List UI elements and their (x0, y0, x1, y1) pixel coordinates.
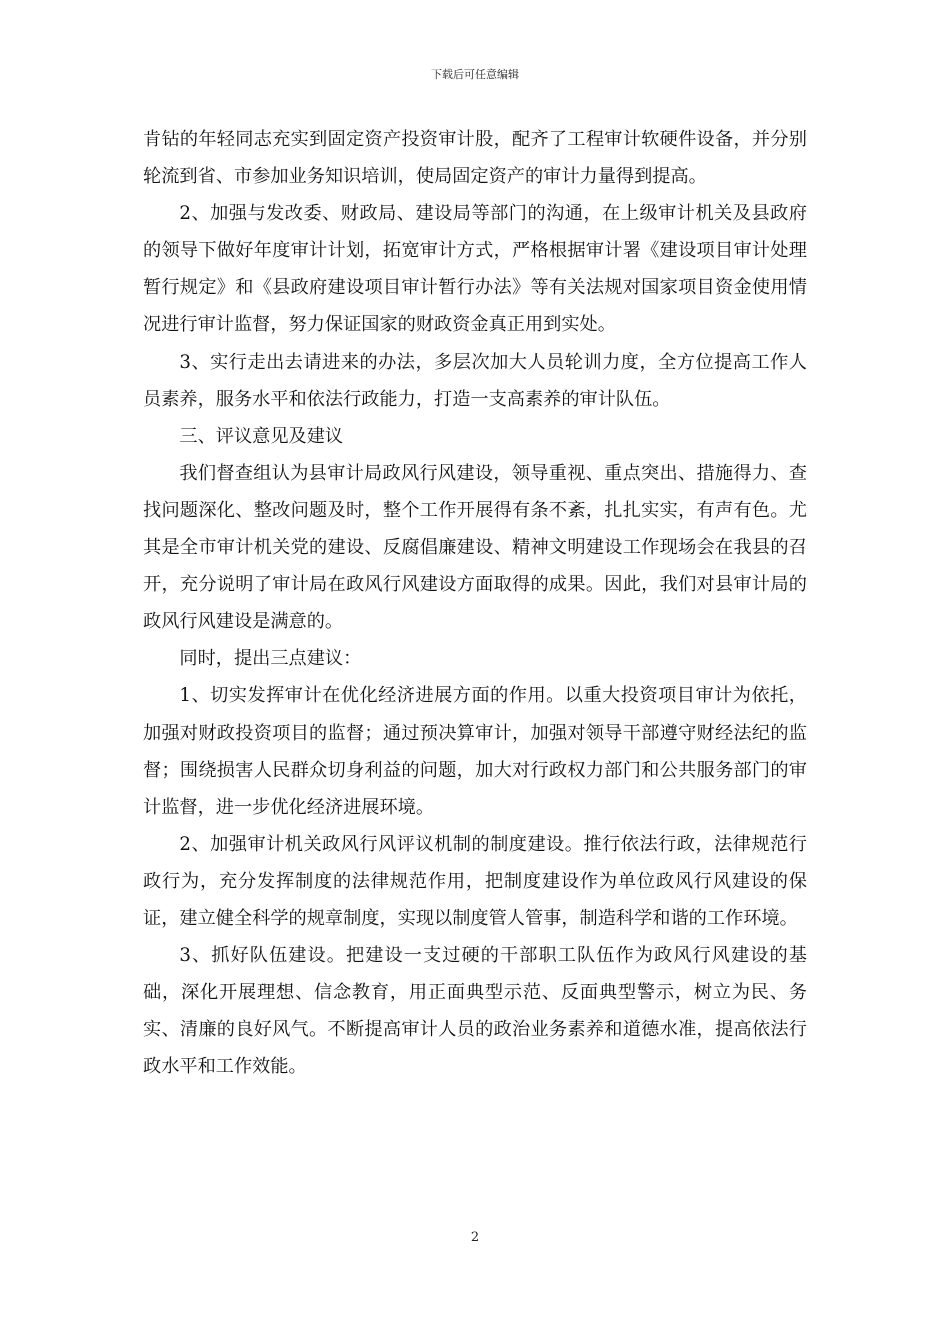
paragraph-3: 3、实行走出去请进来的办法，多层次加大人员轮训力度，全方位提高工作人员素养，服务水平和依法行政能力，打造一支高素养的审计队伍。 (143, 351, 807, 410)
document-body (143, 121, 807, 1085)
paragraph-6: 同时，提出三点建议： (179, 648, 362, 670)
paragraph-1: 肯钻的年轻同志充实到固定资产投资审计股，配齐了工程审计软硬件设备，并分别轮流到省、市参加业务知识培训，使局固定资产的审计力量得到提高。 (143, 129, 807, 188)
paragraph-8: 2、加强审计机关政风行风评议机制的制度建设。推行依法行政，法律规范行政行为，充分发挥制度的法律规范作用，把制度建设作为单位政风行风建设的保证，建立健全科学的规章制度，实现以制度管人管事，制造科学和谐的工作环境。 (143, 833, 807, 929)
paragraph-7: 1、切实发挥审计在优化经济进展方面的作用。以重大投资项目审计为依托，加强对财政投资项目的监督；通过预决算审计，加强对领导干部遵守财经法纪的监督；围绕损害人民群众切身利益的问题，加大对行政权力部门和公共服务部门的审计监督，进一步优化经济进展环境。 (143, 685, 807, 818)
paragraph-2: 2、加强与发改委、财政局、建设局等部门的沟通，在上级审计机关及县政府的领导下做好年度审计计划，拓宽审计方式，严格根据审计署《建设项目审计处理暂行规定》和《县政府建设项目审计暂行办法》等有关法规对国家项目资金使用情况进行审计监督，努力保证国家的财政资金真正用到实处。 (143, 203, 807, 336)
paragraph-9: 3、抓好队伍建设。把建设一支过硬的干部职工队伍作为政风行风建设的基础，深化开展理想、信念教育，用正面典型示范、反面典型警示，树立为民、务实、清廉的良好风气。不断提高审计人员的政治业务素养和道德水准，提高依法行政水平和工作效能。 (143, 945, 807, 1078)
section-heading: 三、评议意见及建议 (179, 425, 344, 447)
page-header: 下载后可任意编辑 (431, 68, 519, 81)
paragraph-5: 我们督查组认为县审计局政风行风建设，领导重视、重点突出、措施得力、查找问题深化、整改问题及时，整个工作开展得有条不紊，扎扎实实，有声有色。尤其是全市审计机关党的建设、反腐倡廉建设、精神文明建设工作现场会在我县的召开，充分说明了审计局在政风行风建设方面取得的成果。因此，我们对县审计局的政风行风建设是满意的。 (143, 462, 807, 633)
page-number: 2 (470, 1230, 480, 1245)
